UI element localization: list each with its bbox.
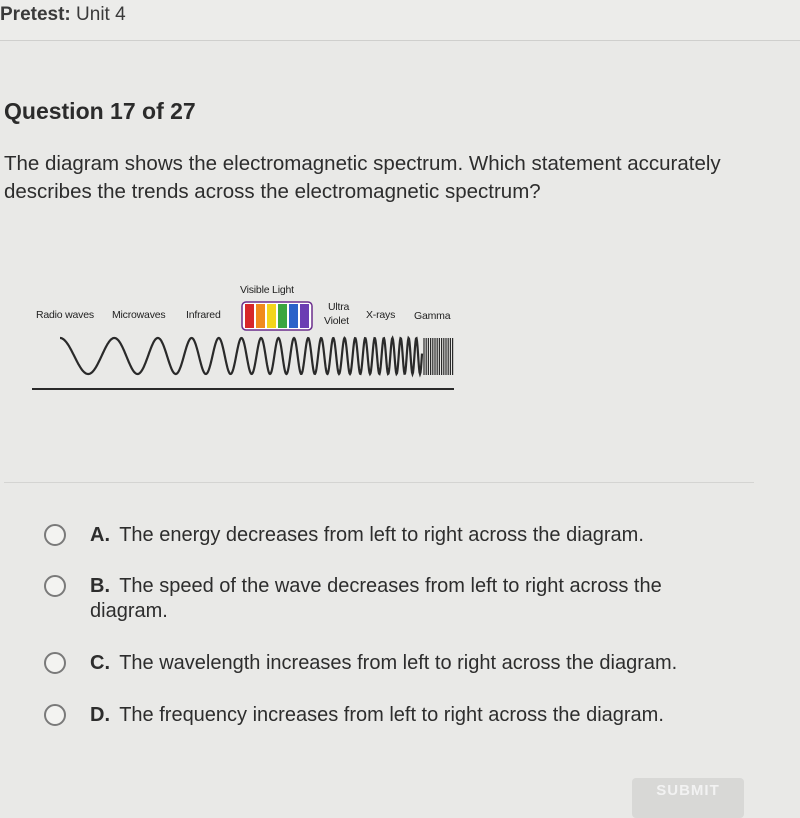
label-radio-waves: Radio waves <box>36 309 94 321</box>
question-prompt: The diagram shows the electromagnetic spectrum. Which statement accurately describes the trends across the electromagnetic spectrum? <box>4 152 721 203</box>
visible-spectrum-bar <box>242 302 312 330</box>
submit-button[interactable]: SUBMIT <box>632 778 744 818</box>
em-spectrum-diagram <box>30 282 460 394</box>
option-d-text[interactable] <box>90 703 730 728</box>
section-divider <box>4 482 754 483</box>
spectrum-color-band <box>256 304 265 328</box>
gamma-wave-lines <box>424 338 453 375</box>
option-a-letter: A. <box>90 524 110 546</box>
option-b-text[interactable] <box>90 574 690 624</box>
radio-button-b[interactable] <box>44 575 66 597</box>
spectrum-graphic <box>30 282 460 394</box>
breadcrumb-prefix: Pretest: <box>0 4 71 25</box>
option-d-label: The frequency increases from left to right across the diagram. <box>119 704 664 726</box>
option-b-label: The speed of the wave decreases from left to right across the diagram. <box>90 575 662 622</box>
spectrum-color-band <box>300 304 309 328</box>
option-a-text[interactable] <box>90 523 730 548</box>
label-ultra: Ultra <box>328 301 350 313</box>
top-bar <box>0 0 800 41</box>
label-gamma: Gamma <box>414 310 451 322</box>
radio-button-d[interactable] <box>44 704 66 726</box>
radio-button-a[interactable] <box>44 524 66 546</box>
option-a-label: The energy decreases from left to right across the diagram. <box>119 524 644 546</box>
option-b-letter: B. <box>90 575 110 597</box>
label-x-rays: X-rays <box>366 309 396 321</box>
question-number: Question 17 of 27 <box>4 98 196 124</box>
spectrum-color-band <box>245 304 254 328</box>
breadcrumb-title: Unit 4 <box>76 4 126 25</box>
wave-line <box>60 338 422 374</box>
spectrum-color-band <box>267 304 276 328</box>
option-c-letter: C. <box>90 652 110 674</box>
label-violet: Violet <box>324 315 349 327</box>
option-d-letter: D. <box>90 704 110 726</box>
label-infrared: Infrared <box>186 309 221 321</box>
spectrum-color-band <box>278 304 287 328</box>
radio-button-c[interactable] <box>44 652 66 674</box>
option-c-text[interactable] <box>90 651 750 676</box>
spectrum-color-band <box>289 304 298 328</box>
breadcrumb <box>0 4 126 26</box>
label-microwaves: Microwaves <box>112 309 166 321</box>
option-c-label: The wavelength increases from left to right across the diagram. <box>119 652 678 674</box>
label-visible-light: Visible Light <box>240 284 294 296</box>
